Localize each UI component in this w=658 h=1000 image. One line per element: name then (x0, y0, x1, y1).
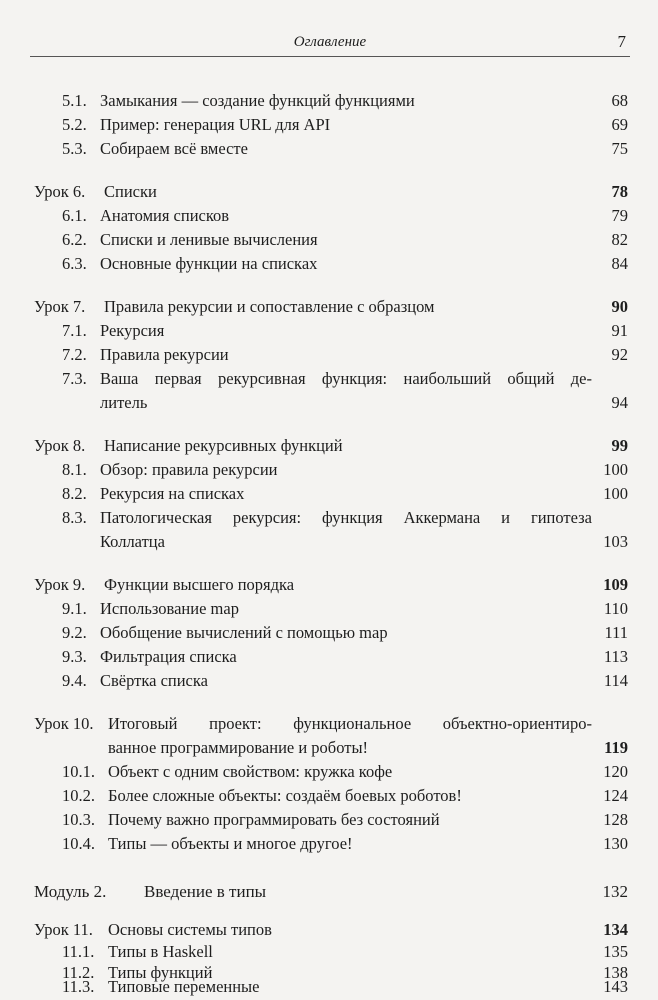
toc-lesson-title: Написание рекурсивных функций (104, 436, 343, 455)
toc-entry-number: 7.1. (62, 321, 87, 340)
toc-entry-number: 11.2. (62, 963, 95, 982)
toc-entry-page: 82 (611, 230, 628, 249)
toc-entry-number: 11.1. (62, 942, 95, 961)
page-number: 7 (617, 32, 626, 51)
toc-lesson-title: Функции высшего порядка (104, 575, 295, 594)
toc-entry-page: 69 (611, 115, 628, 134)
running-head-title: Оглавление (293, 34, 367, 50)
toc-entry-title: Типы — объекты и многое другое! (108, 834, 353, 853)
toc-module-number: Модуль 2. (34, 882, 107, 901)
toc-lesson-number: Урок 6. (34, 182, 86, 201)
toc-entry-title: Основные функции на списках (100, 254, 318, 273)
toc-entry-number: 8.2. (62, 484, 87, 503)
toc-entry-title-line-2: Коллатца (100, 532, 165, 551)
toc-entry-title: Рекурсия на списках (100, 484, 245, 503)
toc-lesson-title: Списки (104, 182, 157, 201)
toc-entry-page: 103 (603, 532, 628, 551)
toc-entry-title: Фильтрация списка (100, 647, 237, 666)
toc-entry-page: 114 (603, 671, 628, 690)
toc-entry-number: 10.4. (62, 834, 95, 853)
toc-entry-number: 8.1. (62, 460, 87, 479)
toc-entry-title: Списки и ленивые вычисления (100, 230, 318, 249)
toc-entry-number: 6.1. (62, 206, 87, 225)
toc-lesson-number: Урок 8. (34, 436, 86, 455)
toc-entry-number: 9.1. (62, 599, 87, 618)
toc-entry-number: 7.2. (62, 345, 87, 364)
toc-entry-title: Более сложные объекты: создаём боевых роботов! (108, 786, 462, 805)
toc-entry-title: Типовые переменные (108, 977, 260, 996)
toc-entry-title: Объект с одним свойством: кружка кофе (108, 762, 393, 781)
toc-lesson-title: Правила рекурсии и сопоставление с образцом (104, 297, 435, 316)
toc-entry-page: 100 (603, 460, 628, 479)
toc-entry-number: 10.2. (62, 786, 95, 805)
toc-lesson-number: Урок 11. (34, 920, 93, 939)
toc-entry-page: 124 (603, 786, 628, 805)
toc-lesson-number: Урок 10. (34, 714, 94, 733)
toc-entry-page: 100 (603, 484, 628, 503)
toc-entry-page: 143 (603, 977, 628, 996)
toc-entry-title: Типы функций (108, 963, 213, 982)
toc-entry-number: 5.1. (62, 91, 87, 110)
toc-lesson-page: 90 (611, 297, 628, 316)
toc-entry-page: 111 (604, 623, 628, 642)
toc-lesson-number: Урок 7. (34, 297, 86, 316)
toc-entry-title: Пример: генерация URL для API (100, 115, 331, 134)
toc-entry-number: 9.4. (62, 671, 87, 690)
toc-entry-title: Правила рекурсии (100, 345, 229, 364)
toc-entry-number: 8.3. (62, 508, 87, 527)
toc-entry-title: Замыкания — создание функций функциями (100, 91, 415, 110)
toc-entry-number: 11.3. (62, 977, 95, 996)
toc-lesson-page: 99 (611, 436, 628, 455)
toc-entry-page: 75 (611, 139, 628, 158)
toc-lesson-number: Урок 9. (34, 575, 86, 594)
toc-entry-number: 6.2. (62, 230, 87, 249)
toc-entry-title-line-1: Патологическая рекурсия: функция Аккермана и гипотеза (100, 508, 592, 527)
toc-lesson-page: 78 (611, 182, 628, 201)
toc-entry-title: Рекурсия (100, 321, 165, 340)
toc-module-page: 132 (602, 882, 628, 901)
toc-entry-number: 9.2. (62, 623, 87, 642)
toc-entry-number: 10.1. (62, 762, 95, 781)
toc-lesson-title-line-2: ванное программирование и роботы! (108, 738, 369, 757)
toc-lesson-title: Основы системы типов (108, 920, 272, 939)
toc-entry-page: 79 (611, 206, 628, 225)
toc-entry-page: 68 (611, 91, 628, 110)
toc-entry-page: 120 (603, 762, 628, 781)
toc-entry-title: Собираем всё вместе (100, 139, 248, 158)
toc-entry-page: 94 (611, 393, 628, 412)
toc-entry-number: 9.3. (62, 647, 87, 666)
toc-entry-page: 135 (603, 942, 628, 961)
toc-entry-page: 110 (603, 599, 628, 618)
toc-entry-number: 5.3. (62, 139, 87, 158)
toc-entry-page: 130 (603, 834, 628, 853)
toc-entry-number: 5.2. (62, 115, 87, 134)
toc-entry-number: 10.3. (62, 810, 95, 829)
toc-entry-title: Использование map (100, 599, 239, 618)
toc-entry-title-line-1: Ваша первая рекурсивная функция: наибольший общий де- (100, 369, 592, 388)
toc-entry-number: 7.3. (62, 369, 87, 388)
toc-entry-page: 92 (611, 345, 628, 364)
toc-lesson-page: 119 (604, 738, 628, 757)
toc-entry-title: Анатомия списков (100, 206, 230, 225)
toc-entry-title-line-2: литель (100, 393, 148, 412)
toc-module-title: Введение в типы (144, 882, 267, 901)
toc-entry-title: Обобщение вычислений с помощью map (100, 623, 388, 642)
toc-entry-page: 84 (611, 254, 628, 273)
toc-lesson-page: 134 (603, 920, 628, 939)
toc-entry-page: 128 (603, 810, 628, 829)
toc-entry-page: 138 (603, 963, 628, 982)
toc-entry-title: Почему важно программировать без состояний (108, 810, 440, 829)
toc-lesson-title-line-1: Итоговый проект: функциональное объектно-ориентиро- (108, 714, 592, 733)
toc-lesson-page: 109 (603, 575, 628, 594)
toc-entry-page: 91 (611, 321, 628, 340)
toc-entry-title: Свёртка списка (100, 671, 208, 690)
toc-entry-page: 113 (603, 647, 628, 666)
toc-entry-number: 6.3. (62, 254, 87, 273)
toc-entry-title: Типы в Haskell (108, 942, 213, 961)
toc-entry-title: Обзор: правила рекурсии (100, 460, 278, 479)
